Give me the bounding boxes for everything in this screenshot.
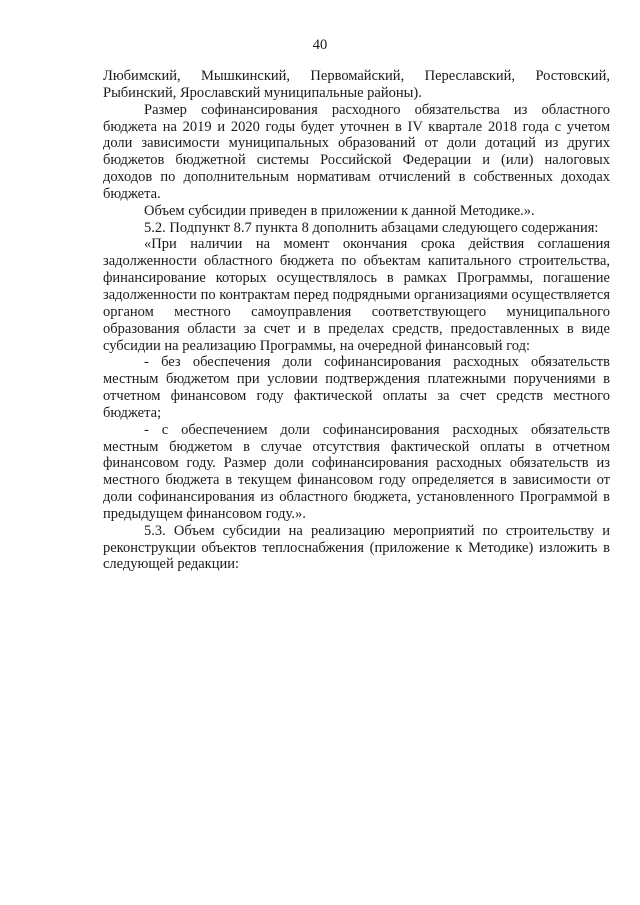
paragraph-7: - с обеспечением доли софинансирования расходных обязательств местным бюджетом в случае отсутствия фактической оплаты в отчетном финансовом году. Размер доли софинансирования расходных обязательств из местного бюджета в текущем финансовом году определяется в зависимости от доли софинансирования из областного бюджета, установленного Программой в предыдущем финансовом году.». <box>103 421 610 522</box>
paragraph-1: Любимский, Мышкинский, Первомайский, Переславский, Ростовский, Рыбинский, Ярославский муниципальные районы). <box>103 68 610 101</box>
document-body <box>103 68 610 573</box>
paragraph-6: - без обеспечения доли софинансирования расходных обязательств местным бюджетом при условии подтверждения платежными поручениями в отчетном финансовом году фактической оплаты за счет средств местного бюджета; <box>103 354 610 421</box>
paragraph-8: 5.3. Объем субсидии на реализацию мероприятий по строительству и реконструкции объектов теплоснабжения (приложение к Методике) изложить в следующей редакции: <box>103 522 610 573</box>
page-number: 40 <box>312 37 328 53</box>
paragraph-2: Размер софинансирования расходного обязательства из областного бюджета на 2019 и 2020 годы будет уточнен в IV квартале 2018 года с учетом доли зависимости муниципальных образований от доли дотаций из других бюджетов бюджетной системы Российской Федерации и (или) налоговых доходов по дополнительным нормативам отчислений в собственных доходах бюджета. <box>103 101 610 202</box>
paragraph-4: 5.2. Подпункт 8.7 пункта 8 дополнить абзацами следующего содержания: <box>144 219 599 236</box>
paragraph-5: «При наличии на момент окончания срока действия соглашения задолженности областного бюджета по объектам капитального строительства, финансирование которых осуществлялось в рамках Программы, погашение задолженности по контрактам перед подрядными организациями осуществляется органом местного самоуправления соответствующего муниципального образования области за счет и в пределах средств, предоставленных в виде субсидии на реализацию Программы, на очередной финансовый год: <box>103 236 610 354</box>
paragraph-3: Объем субсидии приведен в приложении к данной Методике.». <box>144 202 535 219</box>
